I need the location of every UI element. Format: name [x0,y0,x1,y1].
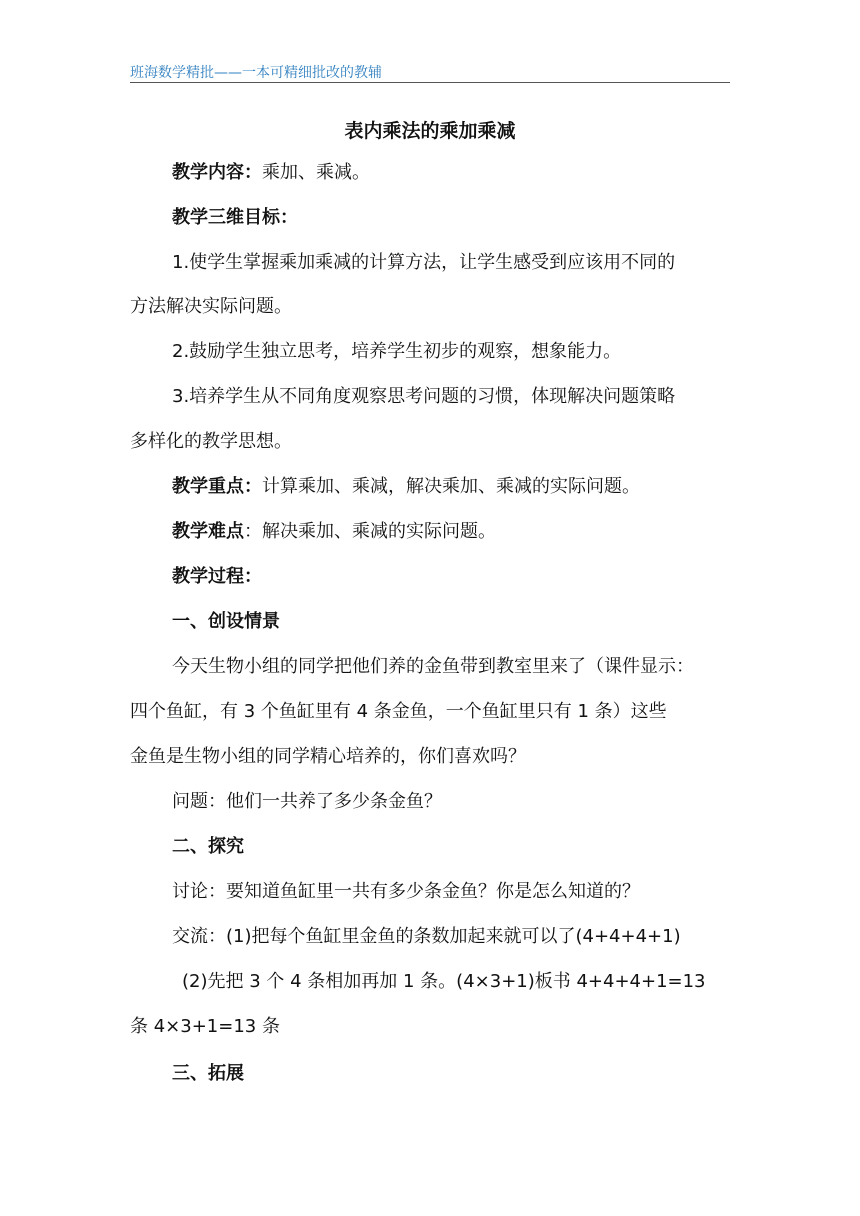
goal-1-line-2: 方法解决实际问题。 [130,296,292,317]
section-1-paragraph-line-3: 金鱼是生物小组的同学精心培养的，你们喜欢吗？ [130,746,526,767]
section-1-question: 问题：他们一共养了多少条金鱼？ [172,791,442,812]
difficulty-label: 教学难点 [172,521,244,542]
goal-3-line-2: 多样化的教学思想。 [130,431,292,452]
goal-1-line-1: 1.使学生掌握乘加乘减的计算方法，让学生感受到应该用不同的 [172,252,676,273]
section-1-paragraph-line-1: 今天生物小组的同学把他们养的金鱼带到教室里来了（课件显示： [172,656,694,677]
section-1-paragraph-line-2: 四个鱼缸，有 3 个鱼缸里有 4 条金鱼，一个鱼缸里只有 1 条）这些 [130,701,667,722]
section-2-discuss: 讨论：要知道鱼缸里一共有多少条金鱼？你是怎么知道的？ [172,881,640,902]
section-2-method-2-line-2: 条 4×3+1=13 条 [130,1016,280,1037]
goal-3-line-1: 3.培养学生从不同角度观察思考问题的习惯，体现解决问题策略 [172,386,676,407]
difficulty [172,520,496,544]
key-point-label: 教学重点： [172,476,262,497]
goals-heading: 教学三维目标： [172,207,298,228]
teaching-content-text: 乘加、乘减。 [262,162,370,183]
page-header: 班海数学精批——一本可精细批改的教辅 [130,65,382,81]
key-point [172,475,640,499]
section-2-method-2-line-1: (2)先把 3 个 4 条相加再加 1 条。(4×3+1)板书 4+4+4+1=13 [182,971,706,992]
section-1-heading: 一、创设情景 [172,611,280,632]
difficulty-text: ：解决乘加、乘减的实际问题。 [244,521,496,542]
teaching-content [172,161,370,185]
process-heading: 教学过程： [172,566,262,587]
section-2-exchange: 交流：(1)把每个鱼缸里金鱼的条数加起来就可以了(4+4+4+1) [172,926,681,947]
key-point-text: 计算乘加、乘减，解决乘加、乘减的实际问题。 [262,476,640,497]
section-3-heading: 三、拓展 [172,1063,244,1084]
teaching-content-label: 教学内容： [172,162,262,183]
section-2-heading: 二、探究 [172,836,244,857]
document-title: 表内乘法的乘加乘减 [344,120,516,142]
header-divider [130,82,730,83]
goal-2: 2.鼓励学生独立思考，培养学生初步的观察，想象能力。 [172,341,622,362]
